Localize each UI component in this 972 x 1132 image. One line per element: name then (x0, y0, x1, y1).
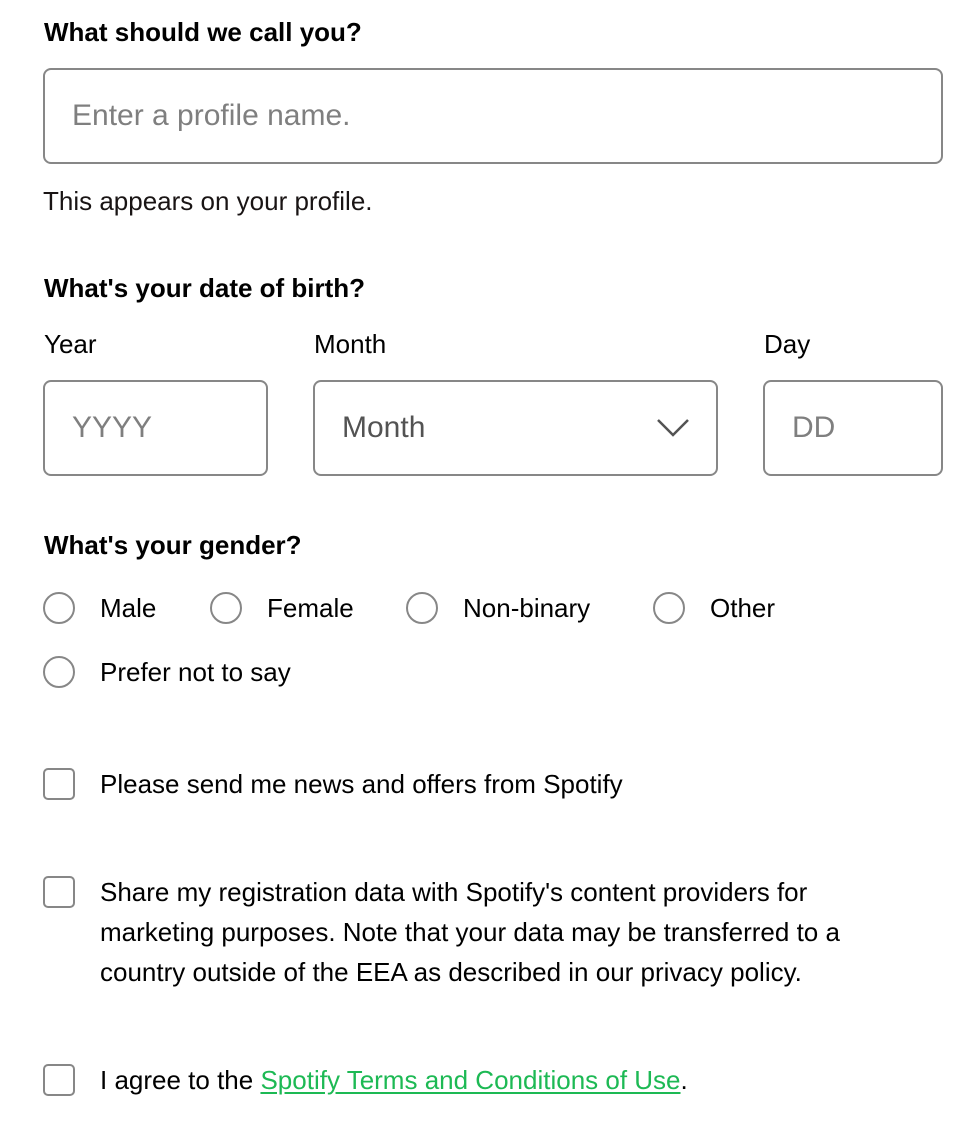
year-label: Year (44, 329, 97, 359)
dob-heading: What's your date of birth? (44, 273, 366, 303)
chevron-down-icon (656, 418, 690, 438)
gender-radio-non-binary[interactable] (406, 592, 438, 624)
year-input[interactable] (43, 380, 268, 476)
terms-label[interactable] (100, 1064, 688, 1096)
terms-link[interactable]: Spotify Terms and Conditions of Use (260, 1065, 681, 1095)
marketing-label[interactable]: Please send me news and offers from Spotify (100, 769, 623, 799)
share-data-checkbox[interactable] (43, 876, 75, 908)
gender-label-prefer-not-to-say[interactable]: Prefer not to say (100, 657, 291, 687)
day-input[interactable] (763, 380, 943, 476)
gender-label-other[interactable]: Other (710, 593, 776, 623)
gender-heading: What's your gender? (44, 530, 302, 560)
day-label: Day (764, 329, 811, 359)
gender-radio-female[interactable] (210, 592, 242, 624)
terms-suffix: . (680, 1065, 688, 1095)
terms-prefix: I agree to the (100, 1065, 261, 1095)
month-select-value: Month (342, 411, 426, 444)
profile-name-input[interactable] (43, 68, 943, 164)
gender-label-male[interactable]: Male (100, 593, 157, 623)
profile-name-hint: This appears on your profile. (43, 186, 373, 216)
month-select[interactable] (313, 380, 718, 476)
gender-label-non-binary[interactable]: Non-binary (463, 593, 591, 623)
marketing-checkbox[interactable] (43, 768, 75, 800)
share-data-label[interactable]: Share my registration data with Spotify's content providers for marketing purposes. Note that your data may be transferred to a country outside of the EEA as described in our privacy policy. (100, 877, 840, 987)
gender-radio-other[interactable] (653, 592, 685, 624)
gender-radio-prefer-not-to-say[interactable] (43, 656, 75, 688)
gender-label-female[interactable]: Female (267, 593, 354, 623)
profile-name-heading: What should we call you? (44, 17, 362, 47)
month-label: Month (314, 329, 387, 359)
gender-radio-male[interactable] (43, 592, 75, 624)
terms-checkbox[interactable] (43, 1064, 75, 1096)
